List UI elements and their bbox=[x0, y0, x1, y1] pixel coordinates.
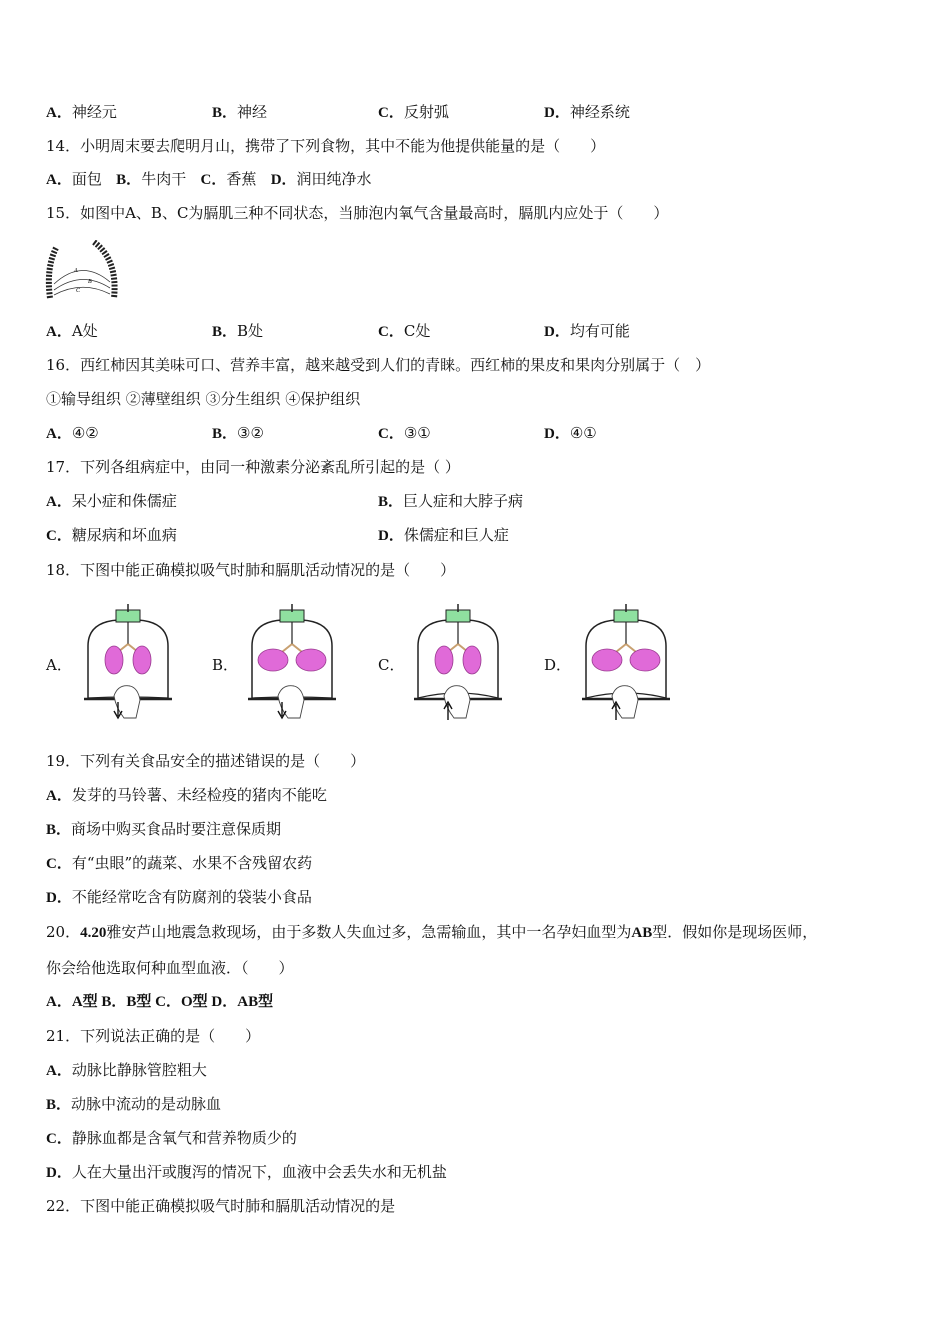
left-lung bbox=[105, 646, 123, 674]
q16-option-b: B．③② bbox=[212, 424, 264, 442]
bell-jar-figure-c bbox=[408, 600, 508, 722]
q18-option-d-letter: D． bbox=[544, 656, 572, 674]
bell-jar-figure-b bbox=[242, 600, 342, 722]
q13-option-a: A．神经元 bbox=[46, 103, 117, 121]
q19-option-c: C．有“虫眼”的蔬菜、水果不含残留农药 bbox=[46, 854, 313, 872]
q16-stem: 16．西红柿因其美味可口、营养丰富，越来越受到人们的青睐。西红柿的果皮和果肉分别属于（ ） bbox=[46, 356, 711, 374]
q20-options: A．A型 B．B型 C．O型 D．AB型 bbox=[46, 994, 274, 1010]
right-lung bbox=[133, 646, 151, 674]
bell-jar-figure-d bbox=[576, 600, 676, 722]
q17-option-a: A．呆小症和侏儒症 bbox=[46, 492, 177, 510]
q15-stem: 15．如图中A、B、C为膈肌三种不同状态，当肺泡内氧气含量最高时，膈肌内应处于（ ） bbox=[46, 204, 669, 222]
q15-option-d: D．均有可能 bbox=[544, 322, 630, 340]
q16-choices: ①输导组织 ②薄壁组织 ③分生组织 ④保护组织 bbox=[46, 390, 361, 408]
q21-stem: 21．下列说法正确的是（ ） bbox=[46, 1027, 261, 1045]
left-bronchus bbox=[282, 644, 292, 652]
q19-option-d: D．不能经常吃含有防腐剂的袋装小食品 bbox=[46, 888, 312, 906]
q22-stem: 22．下图中能正确模拟吸气时肺和膈肌活动情况的是 bbox=[46, 1197, 396, 1215]
q21-option-c: C．静脉血都是含氧气和营养物质少的 bbox=[46, 1129, 297, 1147]
q16-option-d: D．④① bbox=[544, 424, 597, 442]
q17-option-b: B．巨人症和大脖子病 bbox=[378, 492, 524, 510]
q16-option-c: C．③① bbox=[378, 424, 431, 442]
q20-stem-line2: 你会给他选取何种血型血液．（ ） bbox=[46, 959, 294, 977]
left-bronchus bbox=[616, 644, 626, 652]
label-c: C bbox=[76, 288, 81, 294]
q18-option-a-letter: A． bbox=[46, 656, 72, 674]
right-bronchus bbox=[626, 644, 636, 652]
q18-option-c-letter: C． bbox=[378, 656, 405, 674]
left-lung bbox=[435, 646, 453, 674]
q15-option-b: B．B处 bbox=[212, 322, 264, 340]
q13-option-b: B．神经 bbox=[212, 103, 268, 121]
q21-option-d: D．人在大量出汗或腹泻的情况下，血液中会丢失水和无机盐 bbox=[46, 1163, 447, 1181]
right-bronchus bbox=[292, 644, 302, 652]
q19-stem: 19．下列有关食品安全的描述错误的是（ ） bbox=[46, 752, 366, 770]
q16-option-a: A．④② bbox=[46, 424, 99, 442]
q13-option-c: C．反射弧 bbox=[378, 103, 449, 121]
q14-stem: 14．小明周末要去爬明月山，携带了下列食物，其中不能为他提供能量的是（ ） bbox=[46, 137, 606, 155]
bell-jar-figure-a bbox=[78, 600, 178, 722]
q14-options: A．面包 B．牛肉干 C．香蕉 D．润田纯净水 bbox=[46, 170, 372, 188]
q15-option-c: C．C处 bbox=[378, 322, 431, 340]
right-lung bbox=[630, 649, 660, 671]
q18-stem: 18．下图中能正确模拟吸气时肺和膈肌活动情况的是（ ） bbox=[46, 561, 456, 579]
q17-stem: 17．下列各组病症中，由同一种激素分泌紊乱所引起的是（ ） bbox=[46, 458, 460, 476]
left-lung bbox=[258, 649, 288, 671]
q20-stem: 20．4.20雅安芦山地震急救现场，由于多数人失血过多，急需输血，其中一名孕妇血型为AB型．假如你是现场医师， bbox=[46, 923, 818, 941]
right-lung bbox=[463, 646, 481, 674]
q17-option-c: C．糖尿病和坏血病 bbox=[46, 526, 177, 544]
label-b: B bbox=[88, 279, 92, 285]
diaphragm-figure bbox=[44, 240, 126, 302]
q13-option-d: D．神经系统 bbox=[544, 103, 630, 121]
q15-option-a: A．A处 bbox=[46, 322, 98, 340]
q17-option-d: D．侏儒症和巨人症 bbox=[378, 526, 509, 544]
label-a: A bbox=[74, 268, 78, 274]
q19-option-b: B．商场中购买食品时要注意保质期 bbox=[46, 820, 282, 838]
q18-option-b-letter: B． bbox=[212, 656, 239, 674]
right-lung bbox=[296, 649, 326, 671]
left-lung bbox=[592, 649, 622, 671]
q21-option-a: A．动脉比静脉管腔粗大 bbox=[46, 1061, 207, 1079]
q21-option-b: B．动脉中流动的是动脉血 bbox=[46, 1095, 222, 1113]
q19-option-a: A．发芽的马铃薯、未经检疫的猪肉不能吃 bbox=[46, 786, 327, 804]
